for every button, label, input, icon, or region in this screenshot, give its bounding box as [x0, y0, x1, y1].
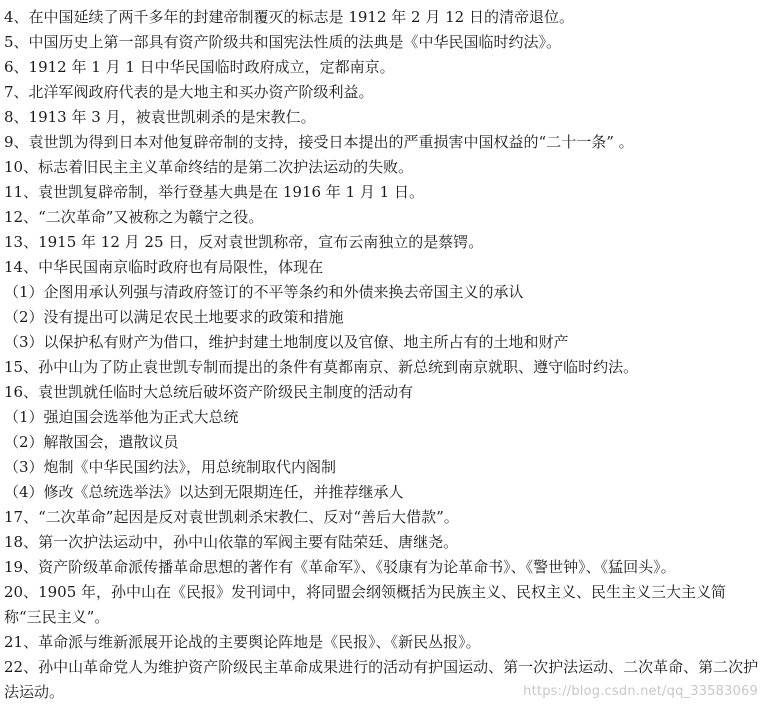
list-item-16-sub-4: （4）修改《总统选举法》以达到无限期连任，并推荐继承人 [4, 483, 404, 501]
list-item-16-sub-1: （1）强迫国会选举他为正式大总统 [4, 408, 239, 426]
watermark-url: https://blog.csdn.net/qq_33583069 [523, 684, 758, 699]
document-body [4, 5, 762, 705]
list-item-11: 11、袁世凯复辟帝制，举行登基大典是在 1916 年 1 月 1 日。 [4, 183, 424, 201]
list-item-16: 16、袁世凯就任临时大总统后破坏资产阶级民主制度的活动有 [4, 383, 414, 401]
list-item-15: 15、孙中山为了防止袁世凯专制而提出的条件有莫都南京、新总统到南京就职、遵守临时约法。 [4, 358, 639, 376]
list-item-12: 12、“二次革命”又被称之为赣宁之役。 [4, 208, 264, 226]
list-item-9: 9、袁世凯为得到日本对他复辟帝制的支持，接受日本提出的严重损害中国权益的“二十一条” 。 [4, 133, 634, 151]
list-item-14-sub-3: （3）以保护私有财产为借口，维护封建土地制度以及官僚、地主所占有的土地和财产 [4, 333, 569, 351]
list-item-10: 10、标志着旧民主主义革命终结的是第二次护法运动的失败。 [4, 158, 414, 176]
list-item-14: 14、中华民国南京临时政府也有局限性，体现在 [4, 258, 324, 276]
list-item-14-sub-1: （1）企图用承认列强与清政府签订的不平等条约和外债来换去帝国主义的承认 [4, 283, 524, 301]
list-item-5: 5、中国历史上第一部具有资产阶级共和国宪法性质的法典是《中华民国临时约法》。 [4, 33, 562, 51]
list-item-4: 4、在中国延续了两千多年的封建帝制覆灭的标志是 1912 年 2 月 12 日的清帝退位。 [4, 8, 574, 26]
list-item-19: 19、资产阶级革命派传播革命思想的著作有《革命军》、《驳康有为论革命书》、《警世钟》、《猛回头》。 [4, 558, 676, 576]
list-item-14-sub-2: （2）没有提出可以满足农民土地要求的政策和措施 [4, 308, 344, 326]
list-item-8: 8、1913 年 3 月，被袁世凯刺杀的是宋教仁。 [4, 108, 316, 126]
list-item-6: 6、1912 年 1 月 1 日中华民国临时政府成立，定都南京。 [4, 58, 395, 76]
list-item-21: 21、革命派与维新派展开论战的主要舆论阵地是《民报》、《新民丛报》。 [4, 633, 481, 651]
list-item-16-sub-3: （3）炮制《中华民国约法》，用总统制取代内阁制 [4, 458, 337, 476]
list-item-16-sub-2: （2）解散国会，遣散议员 [4, 433, 179, 451]
list-item-17: 17、“二次革命”起因是反对袁世凯刺杀宋教仁、反对“善后大借款”。 [4, 508, 459, 526]
list-item-18: 18、第一次护法运动中，孙中山依靠的军阀主要有陆荣廷、唐继尧。 [4, 533, 459, 551]
list-item-7: 7、北洋军阀政府代表的是大地主和买办资产阶级利益。 [4, 83, 374, 101]
list-item-13: 13、1915 年 12 月 25 日，反对袁世凯称帝，宣布云南独立的是蔡锷。 [4, 233, 484, 251]
list-item-20: 20、1905 年，孙中山在《民报》发刊词中，将同盟会纲领概括为民族主义、民权主义、民生主义三大主义简称“三民主义”。 [4, 583, 727, 626]
list-item-22: 22、孙中山革命党人为维护资产阶级民主革命成果进行的活动有护国运动、第一次护法运动、二次革命、第二次护法运动。 [4, 658, 759, 701]
